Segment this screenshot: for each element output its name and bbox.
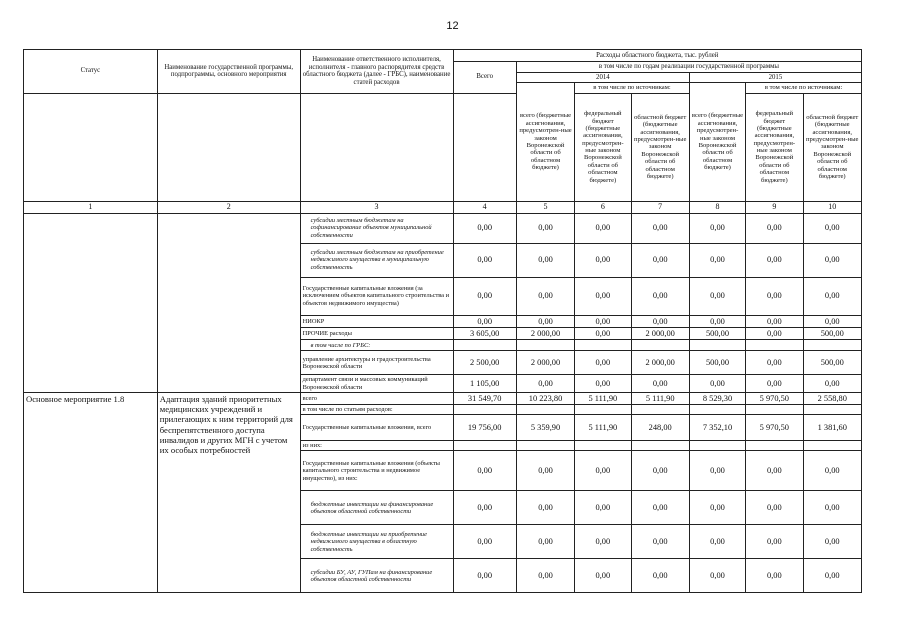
header-total-budget-2014: всего (бюджетные ассигнования, предусмотрен-ные законом Воронежской области об областном бюджете) — [516, 83, 574, 201]
row-value: 0,00 — [575, 277, 631, 315]
column-number: 5 — [516, 201, 574, 213]
row-value: 0,00 — [516, 375, 574, 392]
row-value: 5 111,90 — [575, 415, 631, 441]
row-value — [575, 405, 631, 415]
name-cell-empty — [157, 213, 300, 392]
row-description: субсидии местным бюджетам на приобретение недвижимого имущества в муниципальную собственность — [300, 243, 453, 277]
row-value — [575, 340, 631, 351]
row-value: 5 970,50 — [746, 392, 803, 404]
row-value: 2 000,00 — [516, 351, 574, 375]
row-value — [803, 441, 862, 451]
header-federal-2014: федеральный бюджет (бюджетные ассигнования, предусмотрен-ные законом Воронежской области об областном бюджете) — [575, 93, 631, 201]
row-value: 0,00 — [516, 213, 574, 243]
row-value — [631, 340, 689, 351]
row-value: 0,00 — [516, 491, 574, 525]
row-value: 0,00 — [746, 559, 803, 593]
header-executor: Наименование ответственного исполнителя, исполнителя - главного распорядителя средств областного бюджета (далее - ГРБС), наименование статей расходов — [300, 50, 453, 94]
row-value: 2 000,00 — [631, 351, 689, 375]
row-value — [575, 441, 631, 451]
row-value: 0,00 — [516, 277, 574, 315]
row-value: 0,00 — [516, 525, 574, 559]
row-value: 0,00 — [516, 451, 574, 491]
row-value: 0,00 — [689, 213, 745, 243]
row-value: 0,00 — [575, 315, 631, 327]
row-value: 0,00 — [689, 559, 745, 593]
header-federal-2015: федеральный бюджет (бюджетные ассигнования, предусмотрен-ные законом Воронежской области об областном бюджете) — [746, 93, 803, 201]
row-description: Государственные капитальные вложения (за исключением объектов капитального строительства и объектов недвижимого имущества) — [300, 277, 453, 315]
row-description: НИОКР — [300, 315, 453, 327]
header-year-2015: 2015 — [689, 72, 861, 83]
table-row — [24, 213, 862, 243]
header-regional-2014: областной бюджет (бюджетные ассигнования, предусмотрен-ные законом Воронежской области об областном бюджете) — [631, 93, 689, 201]
header-total-budget-2015: всего (бюджетные ассигнования, предусмотрен-ные законом Воронежской области об областном бюджете) — [689, 83, 745, 201]
row-value: 0,00 — [746, 243, 803, 277]
row-value — [746, 441, 803, 451]
row-value — [803, 340, 862, 351]
row-value: 0,00 — [631, 277, 689, 315]
row-value: 0,00 — [575, 243, 631, 277]
row-value: 0,00 — [746, 277, 803, 315]
row-value: 0,00 — [803, 315, 862, 327]
row-description: субсидии местным бюджетам на софинансирование объектов муниципальной собственности — [300, 213, 453, 243]
row-value: 0,00 — [631, 525, 689, 559]
row-value — [516, 340, 574, 351]
row-value: 0,00 — [689, 525, 745, 559]
row-value: 0,00 — [453, 491, 516, 525]
row-description: управление архитектуры и градостроительства Воронежской области — [300, 351, 453, 375]
row-value — [516, 405, 574, 415]
row-value: 7 352,10 — [689, 415, 745, 441]
row-value: 0,00 — [453, 559, 516, 593]
header-program-name: Наименование государственной программы, подпрограммы, основного мероприятия — [157, 50, 300, 94]
header-spacer — [453, 93, 516, 201]
row-value: 0,00 — [803, 525, 862, 559]
row-value: 500,00 — [689, 327, 745, 339]
row-value: 0,00 — [575, 375, 631, 392]
row-value: 0,00 — [453, 243, 516, 277]
header-total: Всего — [453, 62, 516, 94]
row-description: в том числе по ГРБС: — [300, 340, 453, 351]
column-number: 9 — [746, 201, 803, 213]
row-value: 0,00 — [689, 243, 745, 277]
row-value: 2 558,80 — [803, 392, 862, 404]
column-number: 6 — [575, 201, 631, 213]
row-value: 0,00 — [631, 375, 689, 392]
header-spacer — [157, 93, 300, 201]
row-value — [516, 441, 574, 451]
row-description: ПРОЧИЕ расходы — [300, 327, 453, 339]
column-number: 2 — [157, 201, 300, 213]
row-value: 0,00 — [689, 315, 745, 327]
row-value: 0,00 — [803, 375, 862, 392]
header-spacer — [300, 93, 453, 201]
row-description: Государственные капитальные вложения (объекты капитального строительства и недвижимое имущество), из них: — [300, 451, 453, 491]
row-value: 5 111,90 — [631, 392, 689, 404]
row-value: 0,00 — [803, 277, 862, 315]
row-value: 500,00 — [803, 351, 862, 375]
row-value: 0,00 — [803, 451, 862, 491]
row-description: бюджетные инвестиции на приобретение недвижимого имущества в областную собственность — [300, 525, 453, 559]
row-value: 0,00 — [575, 559, 631, 593]
row-value: 2 000,00 — [516, 327, 574, 339]
row-value: 5 970,50 — [746, 415, 803, 441]
column-number: 4 — [453, 201, 516, 213]
row-value — [453, 405, 516, 415]
header-by-sources-2015: в том числе по источникам: — [746, 83, 862, 93]
row-value — [453, 340, 516, 351]
column-number: 3 — [300, 201, 453, 213]
row-value: 0,00 — [631, 213, 689, 243]
table-row — [24, 392, 862, 404]
row-value: 1 381,60 — [803, 415, 862, 441]
page-number: 12 — [446, 20, 459, 32]
row-value: 0,00 — [689, 451, 745, 491]
measure-status: Основное мероприятие 1.8 — [24, 392, 158, 593]
row-value: 10 223,80 — [516, 392, 574, 404]
row-description: департамент связи и массовых коммуникаций Воронежской области — [300, 375, 453, 392]
row-value: 0,00 — [575, 327, 631, 339]
row-value — [689, 405, 745, 415]
row-value: 0,00 — [631, 243, 689, 277]
row-value: 0,00 — [575, 525, 631, 559]
row-value: 5 359,90 — [516, 415, 574, 441]
row-value: 0,00 — [631, 559, 689, 593]
row-description: Государственные капитальные вложения, всего — [300, 415, 453, 441]
row-value — [689, 441, 745, 451]
row-value: 0,00 — [631, 491, 689, 525]
row-value: 2 000,00 — [631, 327, 689, 339]
header-spacer — [24, 93, 158, 201]
row-value: 0,00 — [453, 213, 516, 243]
row-value: 31 549,70 — [453, 392, 516, 404]
row-description: всего — [300, 392, 453, 404]
status-cell-empty — [24, 213, 158, 392]
row-value: 1 105,00 — [453, 375, 516, 392]
row-value: 248,00 — [631, 415, 689, 441]
row-value: 500,00 — [689, 351, 745, 375]
row-value: 0,00 — [631, 315, 689, 327]
row-value — [803, 405, 862, 415]
row-value: 0,00 — [631, 451, 689, 491]
row-value: 0,00 — [516, 315, 574, 327]
row-value: 0,00 — [575, 213, 631, 243]
row-value: 19 756,00 — [453, 415, 516, 441]
column-number: 8 — [689, 201, 745, 213]
row-value: 0,00 — [689, 491, 745, 525]
row-value: 0,00 — [803, 559, 862, 593]
row-value: 0,00 — [516, 243, 574, 277]
header-regional-2015: областной бюджет (бюджетные ассигнования, предусмотрен-ные законом Воронежской области об областном бюджете) — [803, 93, 862, 201]
row-value: 3 605,00 — [453, 327, 516, 339]
row-value — [746, 405, 803, 415]
row-description: бюджетные инвестиции на финансирование объектов областной собственности — [300, 491, 453, 525]
row-value: 0,00 — [746, 351, 803, 375]
row-value: 0,00 — [689, 375, 745, 392]
header-by-sources-2014: в том числе по источникам: — [575, 83, 690, 93]
header-by-years: в том числе по годам реализации государственной программы — [516, 62, 861, 73]
row-value — [689, 340, 745, 351]
row-value: 0,00 — [453, 451, 516, 491]
column-number: 10 — [803, 201, 862, 213]
row-value: 0,00 — [803, 213, 862, 243]
row-value: 8 529,30 — [689, 392, 745, 404]
row-value: 0,00 — [746, 491, 803, 525]
row-value: 0,00 — [689, 277, 745, 315]
row-description: в том числе по статьям расходов: — [300, 405, 453, 415]
row-value: 0,00 — [746, 375, 803, 392]
row-value: 0,00 — [803, 243, 862, 277]
header-year-2014: 2014 — [516, 72, 689, 83]
row-value — [631, 405, 689, 415]
row-description: субсидии БУ, АУ, ГУПам на финансирование объектов областной собственности — [300, 559, 453, 593]
row-description: из них: — [300, 441, 453, 451]
row-value: 0,00 — [575, 491, 631, 525]
measure-name: Адаптация зданий приоритетных медицинских учреждений и прилегающих к ним территорий для беспрепятственного доступа инвалидов и других МГН с учетом их особых потребностей — [157, 392, 300, 593]
row-value: 0,00 — [516, 559, 574, 593]
budget-table — [23, 49, 862, 593]
row-value: 0,00 — [746, 327, 803, 339]
row-value: 0,00 — [453, 315, 516, 327]
row-value: 0,00 — [453, 525, 516, 559]
row-value: 0,00 — [746, 315, 803, 327]
column-number: 1 — [24, 201, 158, 213]
row-value: 0,00 — [746, 525, 803, 559]
row-value: 5 111,90 — [575, 392, 631, 404]
row-value: 0,00 — [803, 491, 862, 525]
row-value — [453, 441, 516, 451]
row-value: 500,00 — [803, 327, 862, 339]
row-value: 0,00 — [575, 351, 631, 375]
header-expenses: Расходы областного бюджета, тыс. рублей — [453, 50, 862, 62]
row-value — [631, 441, 689, 451]
row-value: 0,00 — [575, 451, 631, 491]
row-value — [746, 340, 803, 351]
row-value: 0,00 — [746, 451, 803, 491]
row-value: 0,00 — [453, 277, 516, 315]
row-value: 2 500,00 — [453, 351, 516, 375]
row-value: 0,00 — [746, 213, 803, 243]
column-number: 7 — [631, 201, 689, 213]
header-status: Статус — [24, 50, 158, 94]
